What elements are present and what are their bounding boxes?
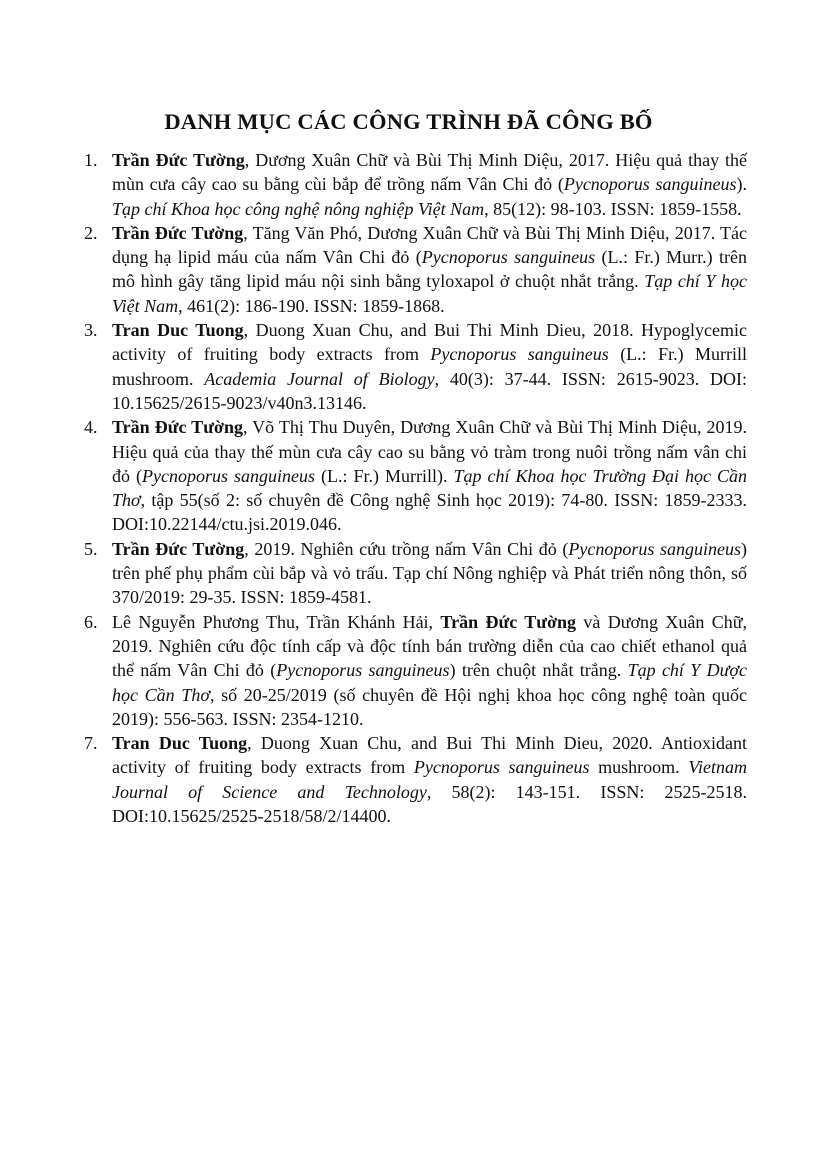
citation-text: (L.: Fr.) Murrill mushroom.: [112, 344, 747, 389]
publication-number: 7.: [84, 733, 98, 754]
citation-text: , 40(3): 37-44. ISSN: 2615-9023. DOI: 10.15625/2615-9023/v40n3.13146.: [112, 368, 747, 413]
citation-text: , 85(12): 98-103. ISSN: 1859-1558.: [484, 198, 742, 219]
citation-text: , 461(2): 186-190. ISSN: 1859-1868.: [178, 295, 445, 316]
citation-text: mushroom.: [589, 757, 689, 778]
page-title: DANH MỤC CÁC CÔNG TRÌNH ĐÃ CÔNG BỐ: [164, 109, 653, 135]
author-name: Tran Duc Tuong: [112, 733, 248, 754]
journal-name: Tạp chí Khoa học công nghệ nông nghiệp Việt Nam: [112, 198, 485, 219]
citation-text: (L.: Fr.) Murr.) trên mô hình gây tăng lipid máu nội sinh bằng tyloxapol ở chuột nhắt trắng.: [112, 247, 748, 292]
species-name: Pycnoporus sanguineus: [276, 660, 450, 681]
author-name: Trần Đức Tường: [112, 417, 243, 438]
publication-item: [84, 537, 747, 610]
species-name: Pycnoporus sanguineus: [142, 465, 316, 486]
publication-citation: [112, 150, 747, 219]
citation-text: (L.: Fr.) Murrill).: [315, 465, 454, 486]
publication-citation: [112, 417, 747, 534]
publication-list: [84, 148, 747, 828]
publication-citation: [112, 733, 747, 826]
author-name: Trần Đức Tường: [112, 150, 245, 170]
author-name: Trần Đức Tường: [440, 611, 577, 632]
species-name: Pycnoporus sanguineus: [421, 247, 596, 268]
species-name: Pycnoporus sanguineus: [568, 538, 742, 559]
publication-item: [84, 415, 747, 536]
publication-citation: [112, 223, 747, 316]
publication-number: 1.: [84, 150, 98, 170]
journal-name: Tạp chí Y học Việt Nam: [112, 271, 747, 316]
journal-name: Academia Journal of Biology: [204, 368, 435, 389]
author-name: Trần Đức Tường: [112, 222, 244, 243]
journal-name: Vietnam Journal of Science and Technology: [112, 757, 747, 802]
citation-text: ) trên chuột nhắt trắng.: [449, 660, 628, 681]
citation-text: Lê Nguyễn Phương Thu, Trần Khánh Hải,: [112, 611, 441, 632]
species-name: Pycnoporus sanguineus: [563, 174, 737, 195]
citation-text: , Tăng Văn Phó, Dương Xuân Chữ và Bùi Thị Minh Diệu, 2017. Tác dụng hạ lipid máu của nấm Vân Chi đỏ (: [112, 222, 748, 268]
publication-citation: [112, 320, 747, 413]
author-name: Trần Đức Tường: [112, 538, 245, 559]
citation-text: , 2019. Nghiên cứu trồng nấm Vân Chi đỏ (: [244, 538, 569, 559]
publication-citation: [112, 539, 747, 608]
publication-item: [84, 610, 747, 731]
publication-number: 3.: [84, 320, 98, 341]
publication-number: 5.: [84, 538, 98, 559]
publication-citation: [112, 612, 747, 729]
citation-text: , Dương Xuân Chữ và Bùi Thị Minh Diệu, 2017. Hiệu quả thay thế mùn cưa cây cao su bằng cùi bắp để trồng nấm Vân Chi đỏ (: [112, 150, 747, 195]
citation-text: , số 20-25/2019 (số chuyên đề Hội nghị khoa học công nghệ toàn quốc 2019): 556-563. ISSN: 2354-1210.: [112, 684, 747, 729]
publication-number: 6.: [84, 611, 98, 632]
citation-text: , Võ Thị Thu Duyên, Dương Xuân Chữ và Bùi Thị Minh Diệu, 2019. Hiệu quả của thay thế mùn cưa cây cao su bằng vỏ tràm trong nuôi trồng nấm vân chi đỏ (: [112, 417, 747, 486]
publication-item: [84, 148, 747, 221]
citation-text: ) trên phế phụ phẩm cùi bắp và vỏ trấu. Tạp chí Nông nghiệp và Phát triển nông thôn, số 370/2019: 29-35. ISSN: 1859-4581.: [112, 538, 748, 608]
citation-text: và Dương Xuân Chữ, 2019. Nghiên cứu độc tính cấp và độc tính bán trường diễn của cao chiết ethanol quả thể nấm Vân Chi đỏ (: [112, 611, 747, 681]
publication-number: 2.: [84, 222, 98, 243]
publication-item: [84, 318, 747, 415]
species-name: Pycnoporus sanguineus: [413, 757, 590, 778]
publication-number: 4.: [84, 417, 98, 438]
publication-item: [84, 221, 747, 318]
citation-text: ).: [736, 174, 747, 195]
citation-text: , Duong Xuan Chu, and Bui Thi Minh Dieu, 2020. Antioxidant activity of fruiting body extracts from: [112, 733, 747, 778]
author-name: Tran Duc Tuong: [112, 320, 244, 341]
citation-text: , Duong Xuan Chu, and Bui Thi Minh Dieu, 2018. Hypoglycemic activity of fruiting body extracts from: [112, 320, 748, 365]
journal-name: Tạp chí Khoa học Trường Đại học Cần Thơ: [112, 465, 748, 511]
species-name: Pycnoporus sanguineus: [430, 344, 609, 365]
journal-name: Tạp chí Y Dược học Cần Thơ: [112, 660, 747, 705]
citation-text: , tập 55(số 2: số chuyên đề Công nghệ Sinh học 2019): 74-80. ISSN: 1859-2333. DOI:10.22144/ctu.jsi.2019.046.: [112, 490, 747, 535]
citation-text: , 58(2): 143-151. ISSN: 2525-2518. DOI:10.15625/2525-2518/58/2/14400.: [112, 781, 747, 827]
publication-item: [84, 731, 747, 828]
